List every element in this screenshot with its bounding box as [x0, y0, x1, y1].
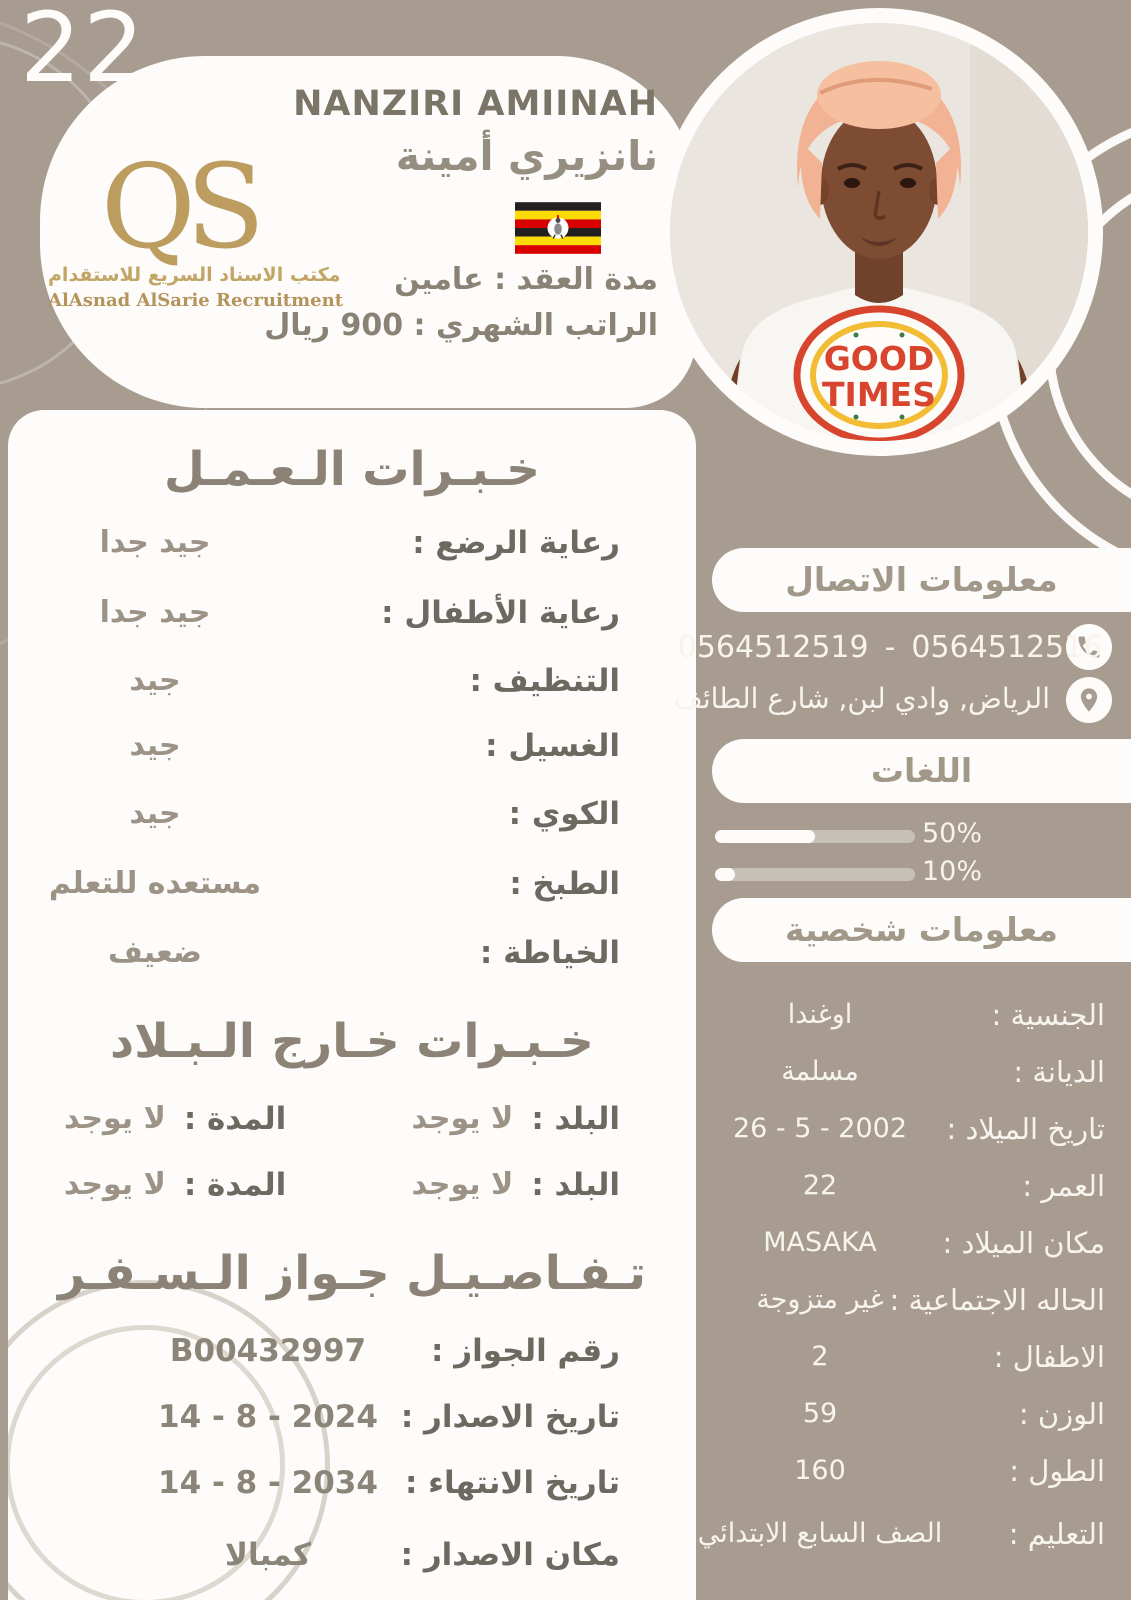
work-value: جيد: [129, 796, 181, 831]
passport-label: رقم الجواز :: [431, 1333, 620, 1369]
shirt-text-times: TIMES: [822, 375, 936, 414]
personal-row: [690, 1390, 1131, 1438]
language-progress-bar: [715, 830, 915, 843]
work-label: الغسيل :: [485, 728, 620, 764]
address-text: الرياض, وادي لبن, شارع الطائف: [673, 682, 1050, 715]
duration-label: المدة :: [183, 1101, 287, 1137]
work-label: الطبخ :: [509, 866, 620, 902]
work-row: [8, 723, 696, 769]
personal-value: 2: [811, 1341, 829, 1372]
work-value: جيد: [129, 728, 181, 763]
candidate-photo-frame: [655, 8, 1103, 456]
page-number: 22: [20, 0, 147, 104]
country-value: لا يوجد: [411, 1167, 514, 1202]
passport-value: كمبالا: [224, 1537, 312, 1573]
country-label: البلد :: [531, 1101, 620, 1137]
personal-label: التعليم :: [1008, 1517, 1105, 1551]
duration-label: المدة :: [183, 1167, 287, 1203]
personal-row: [690, 1276, 1131, 1324]
work-row: [8, 520, 696, 566]
passport-label: تاريخ الاصدار :: [400, 1399, 620, 1435]
passport-row: [8, 1394, 696, 1440]
work-value: جيد: [129, 663, 181, 698]
work-row: [8, 658, 696, 704]
personal-value: اوغندا: [787, 999, 853, 1030]
personal-row: [690, 1510, 1131, 1558]
personal-row: [690, 1219, 1131, 1267]
phone-number-primary: 0564512516: [911, 630, 1103, 665]
country-value: لا يوجد: [411, 1101, 514, 1136]
personal-row: [690, 1105, 1131, 1153]
personal-row: [690, 1333, 1131, 1381]
header-card: [40, 56, 696, 408]
section-pill-languages: اللغات: [712, 739, 1131, 803]
section-pill-personal-info: معلومات شخصية: [712, 898, 1131, 962]
personal-label: العمر :: [1022, 1169, 1105, 1203]
abroad-row: [8, 1096, 696, 1142]
passport-label: تاريخ الانتهاء :: [404, 1465, 620, 1501]
work-label: رعاية الرضع :: [412, 525, 620, 561]
passport-row: [8, 1460, 696, 1506]
personal-label: مكان الميلاد :: [942, 1226, 1105, 1260]
candidate-name-english: NANZIRI AMIINAH: [293, 84, 658, 124]
personal-label: الطول :: [1009, 1454, 1105, 1488]
personal-label: الاطفال :: [993, 1340, 1105, 1374]
main-card: [8, 410, 696, 1600]
personal-value: مسلمة: [781, 1056, 859, 1087]
abroad-row: [8, 1162, 696, 1208]
personal-row: [690, 1048, 1131, 1096]
work-row: [8, 861, 696, 907]
section-title-abroad-experience: خـبـرات خـارج الـبـلاد: [110, 1014, 594, 1069]
phone-numbers: [677, 630, 1103, 665]
agency-name-english: AlAsnad AlSarie Recruitment: [48, 290, 344, 311]
passport-row: [8, 1328, 696, 1374]
agency-name-arabic: مكتب الاسناد السريع للاستقدام: [48, 264, 341, 286]
language-progress-fill: [715, 830, 815, 843]
personal-value: MASAKA: [763, 1227, 877, 1258]
language-percent: 50%: [922, 818, 983, 849]
personal-value: 22: [802, 1170, 838, 1201]
work-label: الكوي :: [508, 796, 620, 832]
personal-label: الجنسية :: [991, 998, 1105, 1032]
monthly-salary: الراتب الشهري : 900 ريال: [264, 308, 658, 343]
work-value: جيد جدا: [99, 595, 211, 630]
personal-label: الحاله الاجتماعية :: [889, 1283, 1105, 1317]
passport-value: 14 - 8 - 2024: [158, 1399, 378, 1435]
personal-row: [690, 991, 1131, 1039]
work-label: التنظيف :: [469, 663, 620, 699]
language-progress-fill: [715, 868, 735, 881]
personal-label: الوزن :: [1018, 1397, 1105, 1431]
work-label: الخياطة :: [479, 935, 620, 971]
personal-value: غير متزوجة: [756, 1284, 884, 1315]
work-label: رعاية الأطفال :: [381, 595, 620, 631]
personal-value: 26 - 5 - 2002: [732, 1113, 908, 1144]
personal-value: الصف السابع الابتدائي: [697, 1518, 943, 1549]
personal-label: تاريخ الميلاد :: [946, 1112, 1105, 1146]
candidate-name-arabic: نانزيري أمينة: [395, 132, 658, 180]
work-row: [8, 930, 696, 976]
section-title-work-experience: خـبـرات الـعـمـل: [163, 442, 541, 497]
work-row: [8, 590, 696, 636]
personal-row: [690, 1162, 1131, 1210]
phone-separator: -: [884, 630, 896, 665]
agency-logo: QS: [100, 140, 256, 275]
location-pin-icon: [1066, 677, 1112, 723]
uganda-flag-icon: [515, 202, 601, 254]
shirt-text-good: GOOD: [823, 339, 935, 378]
country-label: البلد :: [531, 1167, 620, 1203]
work-value: مستعده للتعلم: [48, 866, 262, 901]
candidate-photo: [670, 23, 1088, 441]
contract-duration: مدة العقد : عامين: [394, 262, 658, 297]
section-title-passport-details: تـفـاصـيـل جـواز الـسـفـر: [57, 1246, 647, 1301]
duration-value: لا يوجد: [64, 1167, 166, 1202]
personal-label: الديانة :: [1013, 1055, 1105, 1089]
passport-row: [8, 1532, 696, 1578]
personal-row: [690, 1447, 1131, 1495]
work-value: جيد جدا: [99, 525, 211, 560]
section-pill-contact-info: معلومات الاتصال: [712, 548, 1131, 612]
work-value: ضعيف: [108, 935, 202, 970]
language-percent: 10%: [922, 856, 983, 887]
passport-value: 14 - 8 - 2034: [158, 1465, 378, 1501]
personal-value: 59: [802, 1398, 838, 1429]
passport-value: B00432997: [169, 1333, 367, 1369]
work-row: [8, 791, 696, 837]
phone-number-secondary: 0564512519: [677, 630, 869, 665]
passport-label: مكان الاصدار :: [400, 1537, 620, 1573]
duration-value: لا يوجد: [64, 1101, 166, 1136]
personal-value: 160: [794, 1455, 846, 1486]
language-progress-bar: [715, 868, 915, 881]
